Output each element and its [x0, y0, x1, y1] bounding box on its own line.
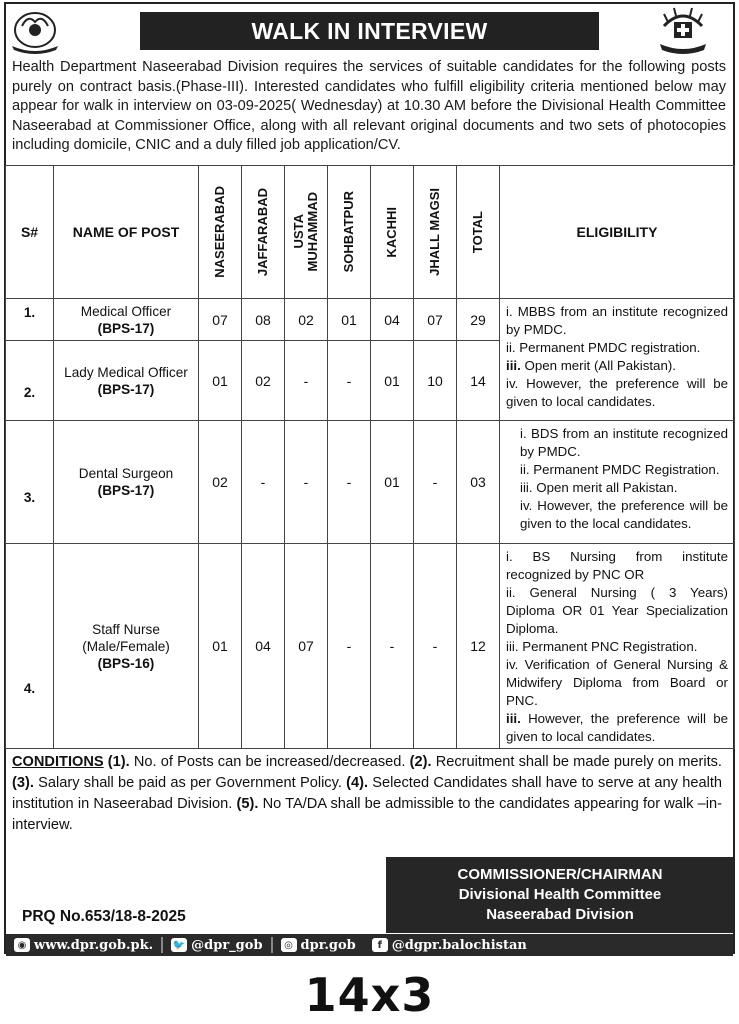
cell-jhall-magsi: 10	[414, 341, 457, 421]
header-total: TOTAL	[457, 166, 500, 299]
signatory-title: COMMISSIONER/CHAIRMAN	[457, 866, 663, 883]
header-naseerabad: NASEERABAD	[199, 166, 242, 299]
cell-jhall-magsi: -	[414, 421, 457, 544]
cell-usta-muhammad: -	[285, 421, 328, 544]
row-post: Dental Surgeon (BPS-17)	[54, 421, 199, 544]
cell-jhall-magsi: 07	[414, 299, 457, 341]
eligibility-dental: i. BDS from an institute recognized by PMDC. ii. Permanent PMDC Registration. iii. Open merit all Pakistan. iv. However, the preference will be given to the local candidates.	[500, 421, 735, 544]
cell-jaffarabad: -	[242, 421, 285, 544]
eligibility-medical: i. MBBS from an institute recognized by PMDC. ii. Permanent PMDC registration. iii. Open merit (All Pakistan). iv. However, the preference will be given to local candidates.	[500, 299, 735, 421]
conditions-title: CONDITIONS	[12, 754, 104, 770]
cell-kachhi: -	[371, 544, 414, 749]
eligibility-nurse: i. BS Nursing from institute recognized by PNC OR ii. General Nursing ( 3 Years) Diploma OR 01 Year Specialization Diploma. iii. Permanent PNC Registration. iv. Verification of General Nursing & Midwifery Diploma from Board or PNC. iii. However, the preference will be given to local candidates.	[500, 544, 735, 749]
signatory-committee: Divisional Health Committee	[458, 886, 662, 903]
cell-kachhi: 01	[371, 341, 414, 421]
header-sn: S#	[6, 166, 54, 299]
balochistan-emblem-logo	[8, 8, 62, 54]
table-row	[6, 421, 735, 544]
signature-block	[386, 857, 734, 933]
cell-naseerabad: 01	[199, 544, 242, 749]
cell-sohbatpur: -	[328, 544, 371, 749]
footer-instagram: ◎ dpr.gob	[273, 938, 364, 953]
footer-bar	[6, 934, 733, 956]
cell-kachhi: 01	[371, 421, 414, 544]
table-header-row	[6, 166, 735, 299]
cell-usta-muhammad: 02	[285, 299, 328, 341]
cell-kachhi: 04	[371, 299, 414, 341]
conditions-paragraph: CONDITIONS (1). No. of Posts can be increased/decreased. (2). Recruitment shall be made purely on merits. (3). Salary shall be paid as per Government Policy. (4). Selected Candidates shall have to serve at any health institution in Naseerabad Division. (5). No TA/DA shall be admissible to the candidates appearing for walk –in-interview.	[12, 754, 722, 833]
header-jaffarabad: JAFFARABAD	[242, 166, 285, 299]
cell-sohbatpur: 01	[328, 299, 371, 341]
header-sohbatpur: SOHBATPUR	[328, 166, 371, 299]
footer-facebook: f @dgpr.balochistan	[364, 938, 535, 953]
table-row	[6, 299, 735, 341]
row-sn: 2.	[6, 341, 54, 421]
cell-total: 12	[457, 544, 500, 749]
globe-icon: ◉	[14, 938, 30, 952]
prq-number: PRQ No.653/18-8-2025	[22, 908, 186, 925]
cell-naseerabad: 02	[199, 421, 242, 544]
cell-usta-muhammad: 07	[285, 544, 328, 749]
cell-total: 29	[457, 299, 500, 341]
table-row	[6, 544, 735, 749]
cell-sohbatpur: -	[328, 421, 371, 544]
instagram-icon: ◎	[281, 938, 297, 952]
twitter-icon: 🐦	[172, 939, 186, 951]
footer-website: ◉ www.dpr.gob.pk.	[6, 938, 161, 953]
cell-usta-muhammad: -	[285, 341, 328, 421]
signatory-division: Naseerabad Division	[486, 906, 634, 923]
row-sn: 1.	[6, 299, 54, 341]
footer-twitter: 🐦 @dpr_gob	[172, 937, 263, 953]
cell-total: 03	[457, 421, 500, 544]
cell-jaffarabad: 02	[242, 341, 285, 421]
ad-size-label: 14x3	[304, 968, 435, 1022]
cell-total: 14	[457, 341, 500, 421]
row-post: Medical Officer (BPS-17)	[54, 299, 199, 341]
cell-naseerabad: 07	[199, 299, 242, 341]
cell-jaffarabad: 08	[242, 299, 285, 341]
ad-title: WALK IN INTERVIEW	[140, 12, 599, 50]
row-sn: 4.	[6, 544, 54, 749]
row-post: Lady Medical Officer (BPS-17)	[54, 341, 199, 421]
cell-jhall-magsi: -	[414, 544, 457, 749]
health-department-logo	[654, 4, 712, 56]
header-eligibility: ELIGIBILITY	[500, 166, 735, 299]
posts-table	[5, 165, 735, 749]
row-post: Staff Nurse (Male/Female) (BPS-16)	[54, 544, 199, 749]
cell-naseerabad: 01	[199, 341, 242, 421]
header-post: NAME OF POST	[54, 166, 199, 299]
header-jhall-magsi: JHALL MAGSI	[414, 166, 457, 299]
header-usta-muhammad: USTA MUHAMMAD	[285, 166, 328, 299]
intro-paragraph: Health Department Naseerabad Division requires the services of suitable candidates for the following posts purely on contract basis.(Phase-III). Interested candidates who fulfill eligibility criteria mentioned below may appear for walk in interview on 03-09-2025( Wednesday) at 10.30 AM before the Divisional Health Committee Naseerabad at Commissioner Office, along with all relevant original documents and two sets of photocopies including domicile, CNIC and a duly filled job application/CV.	[12, 59, 726, 153]
facebook-icon: f	[372, 938, 388, 952]
row-sn: 3.	[6, 421, 54, 544]
header-kachhi: KACHHI	[371, 166, 414, 299]
cell-sohbatpur: -	[328, 341, 371, 421]
cell-jaffarabad: 04	[242, 544, 285, 749]
